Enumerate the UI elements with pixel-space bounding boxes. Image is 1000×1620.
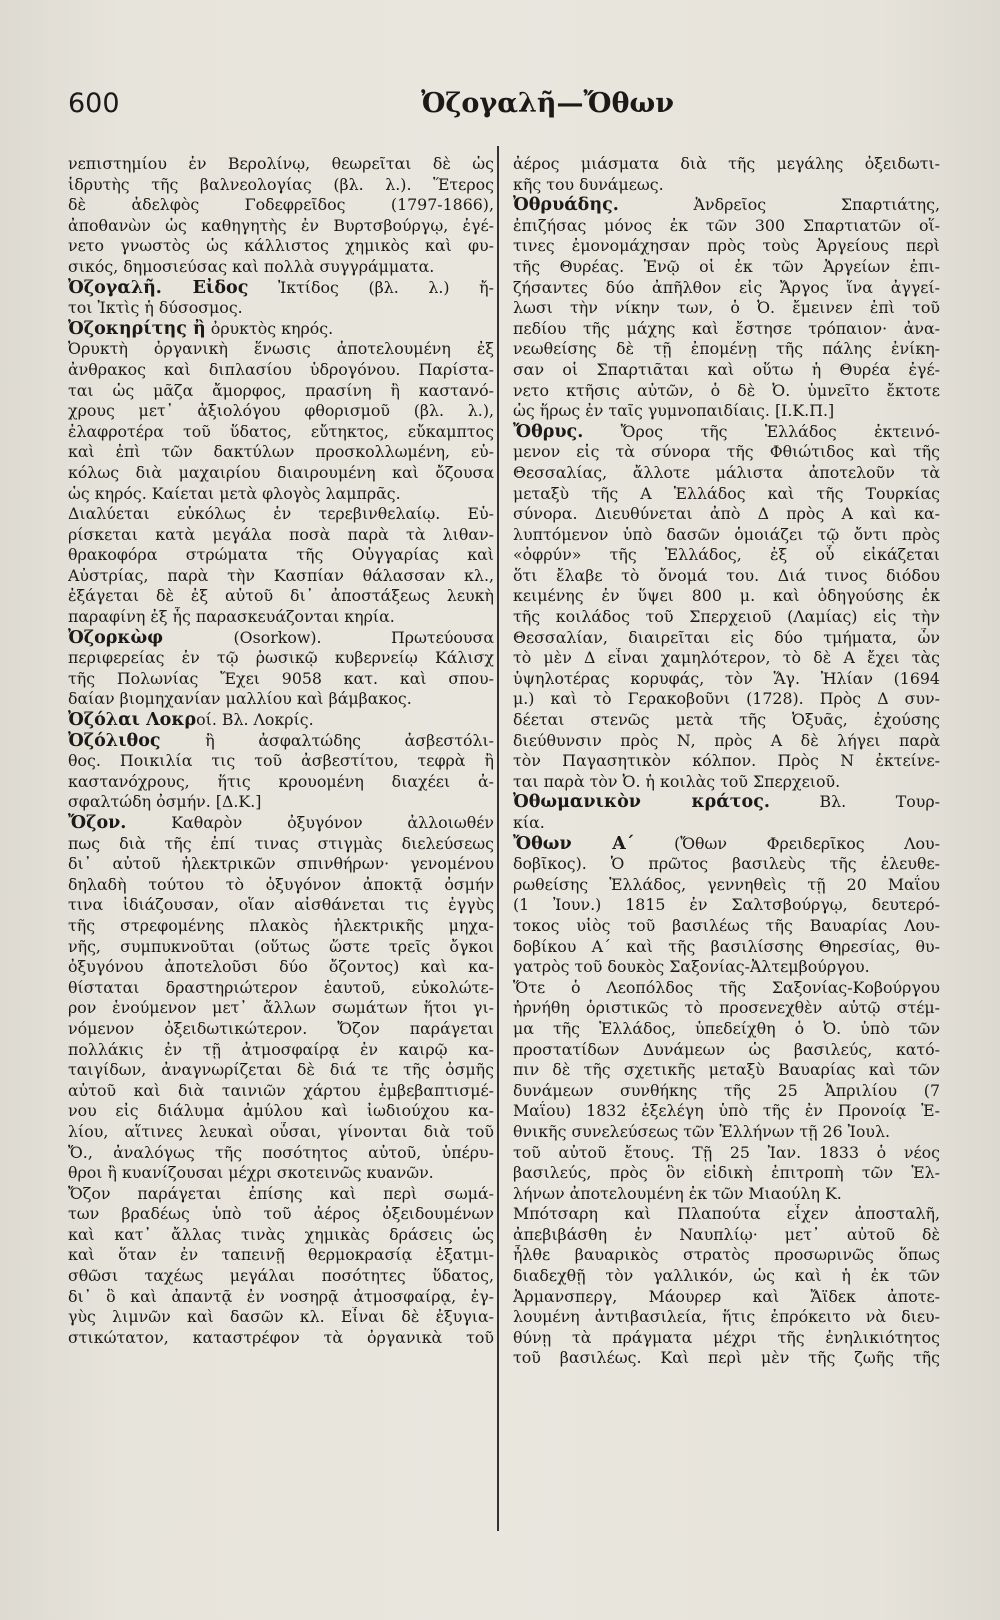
text-line: σθῶσι ταχέως μεγάλαι ποσότητες ὕδατος, [68, 1266, 494, 1286]
text-line: μεταξὺ τῆς Α Ἑλλάδος καὶ τῆς Τουρκίας [513, 483, 940, 503]
text-line: νῆς, συμπυκνοῦται (οὕτως ὥστε τρεῖς ὄγκοι [68, 936, 494, 956]
text-line: δαίαν βιομηχανίαν μαλλίου καὶ βάμβακος. [68, 689, 412, 709]
text-line: προστατίδων Δυνάμεων ὡς βασιλεύς, κατό- [513, 1039, 940, 1059]
text-line: Ὀζορκὼφ (Osorkow). Πρωτεύουσα [68, 627, 494, 648]
text-line: νεπιστημίου ἐν Βερολίνῳ, θεωρεῖται δὲ ὡς [68, 154, 494, 173]
text-line: καὶ ἐπὶ τῶν δακτύλων προσκολλωμένη, εὐ- [68, 442, 494, 462]
text-line: κόλως διὰ μαχαιρίου διαιρουμένη καὶ ὄζουσα [68, 462, 494, 482]
text-line: μα τῆς Ἑλλάδος, ὑπεδείχθη ὁ Ὀ. ὑπὸ τῶν [513, 1018, 940, 1038]
text-line: τῆς κοιλάδος τοῦ Σπερχειοῦ (Λαμίας) εἰς τὴν [513, 607, 940, 627]
entry-headword: Ὄθων Α´ [513, 833, 635, 854]
text-line: κειμένης ἐν ὕψει 800 μ. καὶ ὁδηγούσης ἐκ [513, 586, 940, 606]
text-line: χρους μετ᾽ ἀξιολόγου φθορισμοῦ (βλ. λ.), [68, 401, 494, 421]
text-line: διαδεχθῇ τὸν γαλλικόν, ὡς καὶ ἡ ἐκ τῶν [513, 1266, 940, 1286]
text-line: γατρὸς τοῦ δουκὸς Σαξονίας-Ἀλτεμβούργου. [513, 957, 870, 977]
text-line: ρον ἑνούμενον μετ᾽ ἄλλων σωμάτων ἥτοι γι- [68, 998, 494, 1018]
text-line: Μπότσαρη καὶ Πλαπούτα εἶχεν ἀποσταλῆ, [513, 1204, 940, 1224]
text-line: σύνορα. Διευθύνεται ἀπὸ Δ πρὸς Α καὶ κα- [513, 504, 940, 524]
text-line: Ὀθωμανικὸν κράτος. Βλ. Τουρ- [513, 792, 940, 813]
entry-headword: Ὀθωμανικὸν κράτος. [513, 792, 770, 813]
text-line: δοβίκου Α´ καὶ τῆς βασιλίσσης Θηρεσίας, θυ- [513, 936, 940, 956]
text-line: λωσι τὴν νίκην των, ὁ Ὀ. ἔμεινεν ἐπὶ τοῦ [513, 298, 940, 318]
text-line: πολλάκις ἐν τῇ ἀτμοσφαίρᾳ ἐν καιρῷ κα- [68, 1039, 494, 1059]
text-line: λουμένη ἀντιβασιλεία, ἥτις ἐπρόκειτο νὰ διευ- [513, 1307, 940, 1327]
text-line: παραφίνη ἐξ ἧς παρασκευάζονται κηρία. [68, 607, 395, 627]
entry-headword: Ὀζοκηρίτης ἢ [68, 318, 206, 339]
text-line: ρίσκεται κατὰ μεγάλα ποσὰ παρὰ τὰ λιθαν- [68, 524, 494, 544]
text-line: τινα ἰδιάζουσαν, οἵαν αἰσθάνεται τις ἐγγὺς [68, 895, 494, 915]
text-line: ἀνθρακος καὶ διπλασίου ὑδρογόνου. Παρίστα- [68, 359, 494, 379]
text-line: θος. Ποικιλία τις τοῦ ἀσβεστίτου, τεφρὰ ἢ [68, 751, 494, 771]
column-divider [497, 146, 499, 1531]
text-line: τινες ἐμονομάχησαν πρὸς τοὺς Ἀργείους περὶ [513, 236, 940, 256]
text-line: κῆς του δυνάμεως. [513, 174, 664, 194]
text-line: νου εἰς διάλυμα ἀμύλου καὶ ἰωδιούχου κα- [68, 1101, 494, 1121]
text-line: τοι Ἰκτὶς ἡ δύσοσμος. [68, 298, 243, 318]
text-line: δὲ ἀδελφὸς Γοδεφρεῖδος (1797-1866), [68, 195, 494, 215]
text-line: τὸ μὲν Δ εἶναι χαμηλότερον, τὸ δὲ Α ἔχει τὰς [513, 648, 940, 668]
text-line: ἀποθανὼν ὡς καθηγητὴς ἐν Βυρτσβούργῳ, ἐγέ- [68, 215, 494, 235]
text-line: ἀπεβιβάσθη ἐν Ναυπλίῳ· μετ᾽ αὐτοῦ δὲ [513, 1224, 940, 1244]
entry-headword: Ὀζορκὼφ [68, 627, 234, 648]
text-line: Διαλύεται εὐκόλως ἐν τερεβινθελαίῳ. Εὑ- [68, 504, 494, 524]
text-line: σαν οἱ Σπαρτιᾶται καὶ οὕτω ἡ Θυρέα ἐγέ- [513, 359, 940, 379]
text-line: δοβῖκος). Ὁ πρῶτος βασιλεὺς τῆς ἐλευθε- [513, 854, 940, 874]
text-line: γὺς λιμνῶν καὶ δασῶν κλ. Εἶναι δὲ ἐξυγια- [68, 1307, 494, 1327]
text-line: (1 Ἰουν.) 1815 ἐν Σαλτσβούργῳ, δευτερό- [513, 895, 940, 915]
text-line: τοκος υἱὸς τοῦ βασιλέως τῆς Βαυαρίας Λου- [513, 915, 940, 935]
entry-headword: Ὀζόλιθος [68, 730, 206, 751]
text-line: θύνῃ τὰ πράγματα μέχρι τῆς ἐνηλικιότητος [513, 1327, 940, 1347]
text-line: δι᾽ αὐτοῦ ἠλεκτρικῶν σπινθήρων· γενομένου [68, 854, 494, 874]
text-line: ὀξυγόνου ἀποτελοῦσι δύο ὄζοντος) καὶ κα- [68, 957, 494, 977]
text-line: δυνάμεων συνθήκης τῆς 25 Ἀπριλίου (7 [513, 1080, 940, 1100]
text-line: ἐξάγεται δὲ ἐξ αὐτοῦ δι᾽ ἀποστάξεως λευκὴ [68, 586, 494, 606]
text-line: Ἀρμανσπεργ, Μάουρερ καὶ Ἄϊδεκ ἀποτε- [513, 1286, 940, 1306]
text-line: λήνων ἀποτελουμένη ἐκ τῶν Μιαούλη Κ. [513, 1183, 842, 1203]
text-line: θροι ἢ κυανίζουσαι μέχρι σκοτεινῶς κυανῶν. [68, 1163, 434, 1183]
text-line: ται παρὰ τὸν Ὀ. ἡ κοιλὰς τοῦ Σπερχειοῦ. [513, 771, 841, 791]
text-line: τὸν Παγασητικὸν κόλπον. Πρὸς Ν ἐκτείνε- [513, 751, 940, 771]
text-line: Ὄθων Α´ (Ὄθων Φρειδερῖκος Λου- [513, 833, 940, 854]
text-line: ὑψηλοτέρας κορυφάς, τὸν Ἅγ. Ἠλίαν (1694 [513, 668, 940, 688]
text-line: Ὄζον παράγεται ἐπίσης καὶ περὶ σωμά- [68, 1183, 494, 1203]
text-line: δηλαδὴ τούτου τὸ ὀξυγόνον ἀποκτᾷ ὀσμήν [68, 874, 494, 894]
text-line: Ὄθρυς. Ὄρος τῆς Ἑλλάδος ἐκτεινό- [513, 421, 940, 442]
text-line: ταιγίδων, ἀναγνωρίζεται δὲ διά τε τῆς ὀσμῆς [68, 1060, 494, 1080]
text-line: καστανόχρους, ἥτις κρουομένη διαχέει ἀ- [68, 771, 494, 791]
text-line: δι᾽ ὃ καὶ ἀπαντᾷ ἐν νοσηρᾷ ἀτμοσφαίρᾳ, ἐγ- [68, 1286, 494, 1306]
text-line: Μαΐου) 1832 ἐξελέγη ὑπὸ τῆς ἐν Προνοίᾳ Ἐ- [513, 1101, 940, 1121]
text-line: Ὀθρυάδης. Ἀνδρεῖος Σπαρτιάτης, [513, 195, 940, 216]
text-line: ται ὡς μᾶζα ἄμορφος, πρασίνη ἢ καστανό- [68, 380, 494, 400]
text-line: πιν δὲ τῆς σχετικῆς μεταξὺ Βαυαρίας καὶ τῶν [513, 1060, 940, 1080]
text-line: Ὀρυκτὴ ὀργανικὴ ἕνωσις ἀποτελουμένη ἐξ [68, 339, 494, 359]
text-line: στικώτατον, καταστρέφον τὰ ὀργανικὰ τοῦ [68, 1327, 494, 1347]
text-line: τῆς στρεφομένης πλακὸς ἠλεκτρικῆς μηχα- [68, 915, 494, 935]
text-line: ἐπιζήσας μόνος ἐκ τῶν 300 Σπαρτιατῶν οἵ- [513, 215, 940, 235]
text-line: πεδίου τῆς μάχης καὶ ἔστησε τρόπαιον· ἀνα- [513, 318, 940, 338]
text-line: καὶ ὅταν ἐν ταπεινῇ θερμοκρασίᾳ ἐξατμι- [68, 1245, 494, 1265]
text-line: νετο γνωστὸς ὡς κάλλιστος χημικὸς καὶ φυ- [68, 236, 494, 256]
text-line: Ὄζον. Καθαρὸν ὀξυγόνον ἀλλοιωθέν [68, 813, 494, 833]
text-line: ἦλθε βαυαρικὸς στρατὸς προσωρινῶς ὅπως [513, 1245, 940, 1265]
text-line: ὡς ἥρως ἐν ταῖς γυμνοπαιδίαις. [Ι.Κ.Π.] [513, 401, 835, 421]
text-line: Θεσσαλίας, ἄλλοτε μάλιστα ἀποτελοῦν τὰ [513, 462, 940, 482]
text-line: των βραδέως ὑπὸ τοῦ ἀέρος ὀξειδουμένων [68, 1204, 494, 1224]
entry-headword: Ὀζόλαι Λοκρ [68, 710, 197, 731]
text-line: νόμενον ὀξειδωτικώτερον. Ὄζον παράγεται [68, 1018, 494, 1038]
text-line: Ὀζογαλῆ. Εἶδος Ἰκτίδος (βλ. λ.) ἤ- [68, 277, 494, 298]
text-line: βασιλεύς, πρὸς ὃν εἰδικὴ ἐπιτροπὴ τῶν Ἑλ- [513, 1163, 940, 1183]
text-line: τοῦ αὐτοῦ ἔτους. Τῇ 25 Ἰαν. 1833 ὁ νέος [513, 1142, 940, 1162]
entry-headword: Ὄζον. [68, 813, 127, 833]
text-line: Αὐστρίας, παρὰ τὴν Κασπίαν θάλασσαν κλ., [68, 565, 494, 585]
text-line: καὶ κατ᾽ ἄλλας τινὰς χημικὰς δράσεις ὡς [68, 1224, 494, 1244]
text-line: λυπτόμενον ὑπὸ δασῶν ὁμοιάζει τῷ ὄντι πρὸς [513, 524, 940, 544]
text-line: ἠρνήθη ὁριστικῶς τὸ προσενεχθὲν αὐτῷ στέμ- [513, 998, 940, 1018]
text-line: περιφερείας ἐν τῷ ῥωσικῷ κυβερνείῳ Κάλισχ [68, 648, 494, 668]
text-line: μενον εἰς τὰ σύνορα τῆς Φθιώτιδος καὶ τῆς [513, 442, 940, 462]
text-line: νεωθείσης δὲ τῇ ἐπομένῃ τῆς πάλης ἐνίκη- [513, 339, 940, 359]
text-line: δέεται στενῶς μετὰ τῆς Ὀξυᾶς, ἐχούσης [513, 710, 940, 730]
text-line: θίσταται δραστηριώτερον ἑαυτοῦ, εὐκολώτε- [68, 977, 494, 997]
text-line: Ὀζόλαι Λοκροί. Βλ. Λοκρίς. [68, 710, 314, 731]
text-line: Ὀζόλιθος ἢ ἀσφαλτώδης ἀσβεστόλι- [68, 730, 494, 751]
text-line: ἐλαφροτέρα τοῦ ὕδατος, εὔτηκτος, εὔκαμπτος [68, 421, 494, 441]
text-line: Θεσσαλίαν, διαιρεῖται εἰς δύο τμήματα, ὧν [513, 627, 940, 647]
text-line: ἱδρυτὴς τῆς βαλνεολογίας (βλ. λ.). Ἕτερος [68, 174, 494, 194]
text-line: σικός, δημοσιεύσας καὶ πολλὰ συγγράμματα. [68, 256, 435, 276]
text-line: τῆς Πολωνίας Ἔχει 9058 κατ. καὶ σπου- [68, 668, 494, 688]
entry-headword: Ὄθρυς. [513, 421, 584, 442]
text-line: ζήσαντες δύο ἀπῆλθον εἰς Ἄργος ἵνα ἀγγεί- [513, 277, 940, 297]
text-line: αὐτοῦ καὶ διὰ ταινιῶν χάρτου ἐμβεβαπτισμέ- [68, 1080, 494, 1100]
text-line: ὅτι ἔλαβε τὸ ὄνομά του. Διά τινος διόδου [513, 565, 940, 585]
text-line: θρακοφόρα στρώματα τῆς Οὐγγαρίας καὶ [68, 545, 494, 565]
text-line: κία. [513, 813, 545, 832]
text-line: μ.) καὶ τὸ Γερακοβοῦνι (1728). Πρὸς Δ συν- [513, 689, 940, 709]
left-column [68, 154, 494, 1348]
text-line: ἀέρος μιάσματα διὰ τῆς μεγάλης ὀξειδωτι- [513, 154, 940, 173]
text-line: ρωθείσης Ἑλλάδος, γεννηθεὶς τῇ 20 Μαΐου [513, 874, 940, 894]
page-number: 600 [68, 88, 120, 119]
text-line: «ὀφρύν» τῆς Ἑλλάδος, ἐξ οὗ εἰκάζεται [513, 545, 940, 565]
entry-headword: Ὀθρυάδης. [513, 195, 619, 216]
text-line: Ὅτε ὁ Λεοπόλδος τῆς Σαξονίας-Κοβούργου [513, 977, 940, 997]
right-column [513, 154, 940, 1369]
text-line: νετο κτῆσις αὐτῶν, ὁ δὲ Ὀ. ὑμνεῖτο ἔκτοτε [513, 380, 940, 400]
text-line: ὡς κηρός. Καίεται μετὰ φλογὸς λαμπρᾶς. [68, 483, 401, 503]
text-line: σφαλτώδη ὀσμήν. [Δ.Κ.] [68, 792, 262, 812]
text-line: θνικῆς συνελεύσεως τῶν Ἑλλήνων τῇ 26 Ἰουλ. [513, 1121, 891, 1141]
text-line: τῆς Θυρέας. Ἐνῷ οἱ ἐκ τῶν Ἀργείων ἐπι- [513, 256, 940, 276]
running-head: Ὀζογαλῆ—Ὄθων [421, 88, 674, 119]
text-line: πως διὰ τῆς ἐπί τινας στιγμὰς διελεύσεως [68, 833, 494, 853]
text-line: διεύθυνσιν πρὸς Ν, πρὸς Α δὲ λήγει παρὰ [513, 730, 940, 750]
text-line: Ὄ., ἀναλόγως τῆς ποσότητος αὐτοῦ, ὑπέρυ- [68, 1142, 494, 1162]
text-line: Ὀζοκηρίτης ἢ ὀρυκτὸς κηρός. [68, 318, 334, 339]
entry-headword: Ὀζογαλῆ. Εἶδος [68, 277, 249, 298]
text-line: λίου, αἵτινες λευκαὶ οὖσαι, γίνονται διὰ τοῦ [68, 1121, 494, 1141]
text-line: τοῦ βασιλέως. Καὶ περὶ μὲν τῆς ζωῆς τῆς [513, 1348, 940, 1368]
